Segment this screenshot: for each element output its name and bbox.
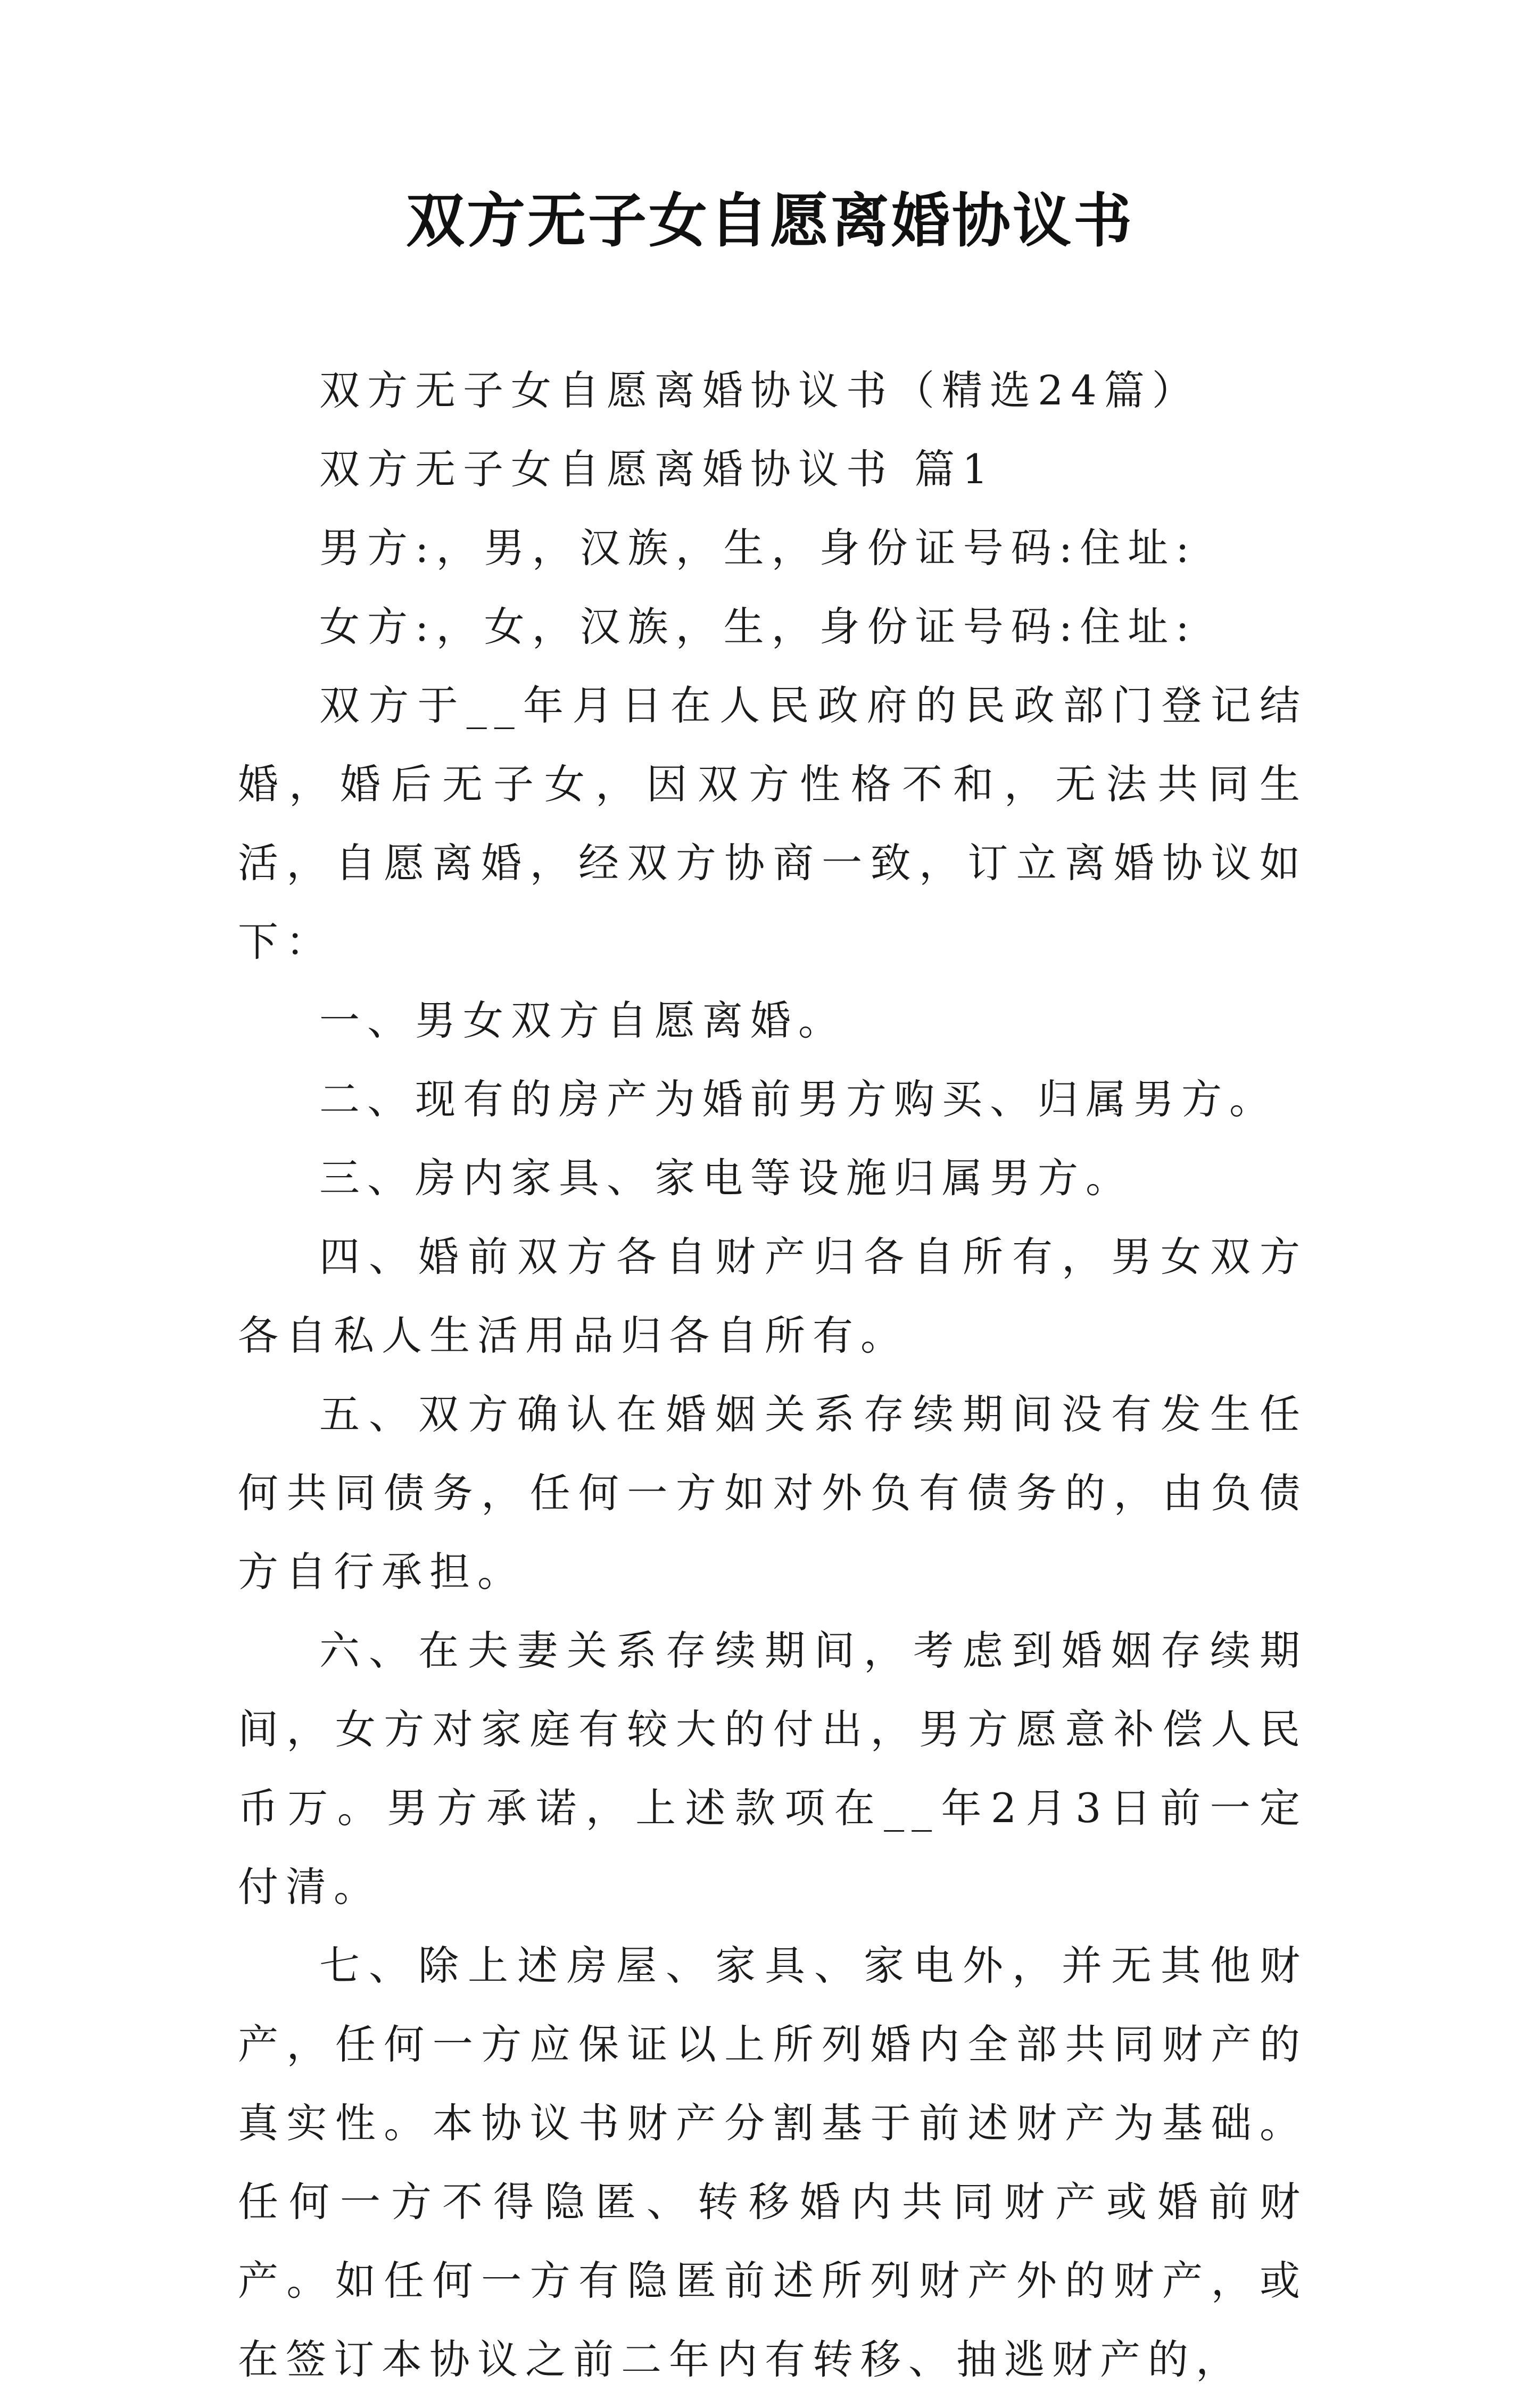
paragraph-clause-1: 一、男女双方自愿离婚。 — [319, 997, 846, 1044]
paragraph-subtitle: 双方无子女自愿离婚协议书（精选24篇） — [319, 367, 1200, 414]
paragraph-clause-4: 四、婚前双方各自财产归各自所有，男女双方各自私人生活用品归各自所有。 — [238, 1233, 1307, 1359]
paragraph-clause-3: 三、房内家具、家电等设施归属男方。 — [319, 1154, 1133, 1202]
paragraph-clause-5: 五、双方确认在婚姻关系存续期间没有发生任何共同债务，任何一方如对外负有债务的，由负债方自行承担。 — [238, 1391, 1307, 1595]
paragraph-preamble: 双方于__年月日在人民政府的民政部门登记结婚，婚后无子女，因双方性格不和，无法共同生活，自愿离婚，经双方协商一致，订立离婚协议如下： — [238, 682, 1307, 965]
document-body — [238, 351, 1307, 2399]
paragraph-clause-7: 七、除上述房屋、家具、家电外，并无其他财产，任何一方应保证以上所列婚内全部共同财产的真实性。本协议书财产分割基于前述财产为基础。任何一方不得隐匿、转移婚内共同财产或婚前财产。如任何一方有隐匿前述所列财产外的财产，或在签订本协议之前二年内有转移、抽逃财产的， — [238, 1942, 1307, 2383]
document-title: 双方无子女自愿离婚协议书 — [406, 187, 1134, 255]
paragraph-section-heading: 双方无子女自愿离婚协议书 篇1 — [319, 445, 996, 493]
paragraph-clause-6: 六、在夫妻关系存续期间，考虑到婚姻存续期间，女方对家庭有较大的付出，男方愿意补偿人民币万。男方承诺，上述款项在__年2月3日前一定付清。 — [238, 1627, 1307, 1910]
paragraph-male-party: 男方:，男，汉族，生，身份证号码:住址: — [319, 524, 1197, 572]
paragraph-female-party: 女方:，女，汉族，生，身份证号码:住址: — [319, 603, 1197, 650]
paragraph-clause-2: 二、现有的房产为婚前男方购买、归属男方。 — [319, 1076, 1277, 1123]
